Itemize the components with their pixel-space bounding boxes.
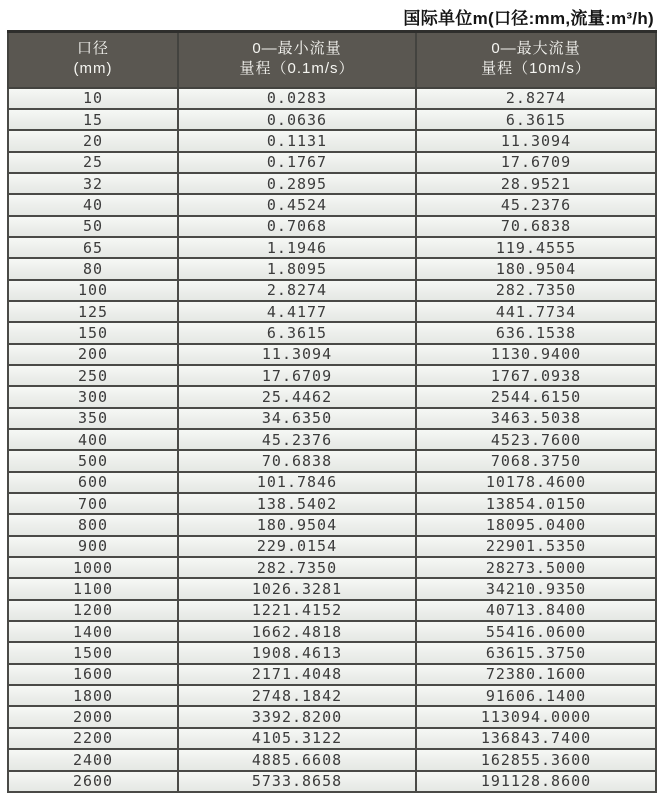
min-flow-cell: 4.4177 [178,301,416,322]
min-flow-cell: 0.1767 [178,152,416,173]
min-flow-cell: 138.5402 [178,493,416,514]
max-flow-cell: 63615.3750 [416,642,656,663]
max-flow-cell: 2.8274 [416,88,656,109]
diameter-cell: 125 [8,301,178,322]
max-flow-cell: 72380.1600 [416,664,656,685]
header-row [8,32,656,88]
max-flow-cell: 7068.3750 [416,450,656,471]
title-bar [0,0,662,30]
min-flow-cell: 4885.6608 [178,749,416,770]
min-flow-cell: 0.0636 [178,109,416,130]
min-flow-cell: 0.0283 [178,88,416,109]
min-flow-cell: 11.3094 [178,344,416,365]
max-flow-cell: 1767.0938 [416,365,656,386]
table-row [8,216,656,237]
max-flow-cell: 11.3094 [416,130,656,151]
diameter-cell: 100 [8,280,178,301]
min-flow-cell: 4105.3122 [178,728,416,749]
diameter-cell: 80 [8,258,178,279]
table-row [8,322,656,343]
table-row [8,450,656,471]
table-row [8,685,656,706]
min-flow-cell: 1908.4613 [178,642,416,663]
header-max-flow-range: 量程（10m/s） [481,60,591,78]
max-flow-cell: 136843.7400 [416,728,656,749]
table-row [8,664,656,685]
diameter-cell: 25 [8,152,178,173]
header-max-flow [416,32,656,88]
table-row [8,386,656,407]
diameter-cell: 700 [8,493,178,514]
diameter-cell: 15 [8,109,178,130]
diameter-cell: 2000 [8,706,178,727]
header-min-flow [178,32,416,88]
table-row [8,365,656,386]
max-flow-cell: 91606.1400 [416,685,656,706]
header-diameter [8,32,178,88]
max-flow-cell: 1130.9400 [416,344,656,365]
min-flow-cell: 1.1946 [178,237,416,258]
table-row [8,642,656,663]
min-flow-cell: 2748.1842 [178,685,416,706]
table-row [8,408,656,429]
diameter-cell: 40 [8,194,178,215]
max-flow-cell: 40713.8400 [416,600,656,621]
max-flow-cell: 4523.7600 [416,429,656,450]
table-row [8,152,656,173]
min-flow-cell: 1.8095 [178,258,416,279]
table-row [8,130,656,151]
table-row [8,771,656,792]
min-flow-cell: 282.7350 [178,557,416,578]
table-row [8,514,656,535]
diameter-cell: 600 [8,472,178,493]
max-flow-cell: 6.3615 [416,109,656,130]
table-row [8,429,656,450]
min-flow-cell: 0.2895 [178,173,416,194]
diameter-cell: 2400 [8,749,178,770]
diameter-cell: 1600 [8,664,178,685]
max-flow-cell: 180.9504 [416,258,656,279]
min-flow-cell: 45.2376 [178,429,416,450]
table-row [8,344,656,365]
max-flow-cell: 162855.3600 [416,749,656,770]
diameter-cell: 1200 [8,600,178,621]
max-flow-cell: 119.4555 [416,237,656,258]
table-row [8,536,656,557]
diameter-cell: 1100 [8,578,178,599]
max-flow-cell: 10178.4600 [416,472,656,493]
max-flow-cell: 191128.8600 [416,771,656,792]
diameter-cell: 65 [8,237,178,258]
table-row [8,557,656,578]
header-min-flow-range: 量程（0.1m/s） [239,60,355,78]
diameter-cell: 150 [8,322,178,343]
table-row [8,258,656,279]
table-row [8,472,656,493]
min-flow-cell: 17.6709 [178,365,416,386]
min-flow-cell: 6.3615 [178,322,416,343]
min-flow-cell: 180.9504 [178,514,416,535]
max-flow-cell: 441.7734 [416,301,656,322]
min-flow-cell: 2.8274 [178,280,416,301]
min-flow-cell: 2171.4048 [178,664,416,685]
min-flow-cell: 3392.8200 [178,706,416,727]
table-row [8,237,656,258]
min-flow-cell: 34.6350 [178,408,416,429]
flow-range-table [7,30,657,793]
diameter-cell: 10 [8,88,178,109]
diameter-cell: 350 [8,408,178,429]
table-row [8,621,656,642]
diameter-cell: 2200 [8,728,178,749]
header-min-flow-label: 0—最小流量 [252,40,342,57]
max-flow-cell: 34210.9350 [416,578,656,599]
min-flow-cell: 101.7846 [178,472,416,493]
max-flow-cell: 45.2376 [416,194,656,215]
table-row [8,109,656,130]
min-flow-cell: 229.0154 [178,536,416,557]
table-row [8,194,656,215]
diameter-cell: 200 [8,344,178,365]
max-flow-cell: 22901.5350 [416,536,656,557]
diameter-cell: 300 [8,386,178,407]
min-flow-cell: 25.4462 [178,386,416,407]
table-row [8,749,656,770]
max-flow-cell: 18095.0400 [416,514,656,535]
max-flow-cell: 55416.0600 [416,621,656,642]
header-diameter-unit: (mm) [73,60,113,78]
table-row [8,301,656,322]
table-row [8,88,656,109]
max-flow-cell: 28.9521 [416,173,656,194]
table-title: 国际单位m(口径:mm,流量:m³/h) [403,9,654,28]
min-flow-cell: 70.6838 [178,450,416,471]
max-flow-cell: 28273.5000 [416,557,656,578]
max-flow-cell: 282.7350 [416,280,656,301]
table-row [8,280,656,301]
table-row [8,728,656,749]
diameter-cell: 32 [8,173,178,194]
max-flow-cell: 636.1538 [416,322,656,343]
min-flow-cell: 0.1131 [178,130,416,151]
diameter-cell: 50 [8,216,178,237]
diameter-cell: 500 [8,450,178,471]
table-body [8,88,656,792]
table-row [8,600,656,621]
diameter-cell: 1800 [8,685,178,706]
diameter-cell: 400 [8,429,178,450]
max-flow-cell: 2544.6150 [416,386,656,407]
table-row [8,173,656,194]
max-flow-cell: 17.6709 [416,152,656,173]
diameter-cell: 2600 [8,771,178,792]
min-flow-cell: 1221.4152 [178,600,416,621]
table-row [8,493,656,514]
table-header [8,32,656,88]
max-flow-cell: 113094.0000 [416,706,656,727]
min-flow-cell: 0.4524 [178,194,416,215]
diameter-cell: 20 [8,130,178,151]
min-flow-cell: 0.7068 [178,216,416,237]
header-diameter-label: 口径 [76,40,109,57]
header-max-flow-label: 0—最大流量 [491,40,581,57]
diameter-cell: 1500 [8,642,178,663]
table-row [8,578,656,599]
diameter-cell: 250 [8,365,178,386]
min-flow-cell: 1026.3281 [178,578,416,599]
max-flow-cell: 70.6838 [416,216,656,237]
min-flow-cell: 5733.8658 [178,771,416,792]
table-row [8,706,656,727]
max-flow-cell: 3463.5038 [416,408,656,429]
diameter-cell: 1000 [8,557,178,578]
diameter-cell: 1400 [8,621,178,642]
max-flow-cell: 13854.0150 [416,493,656,514]
diameter-cell: 800 [8,514,178,535]
min-flow-cell: 1662.4818 [178,621,416,642]
diameter-cell: 900 [8,536,178,557]
